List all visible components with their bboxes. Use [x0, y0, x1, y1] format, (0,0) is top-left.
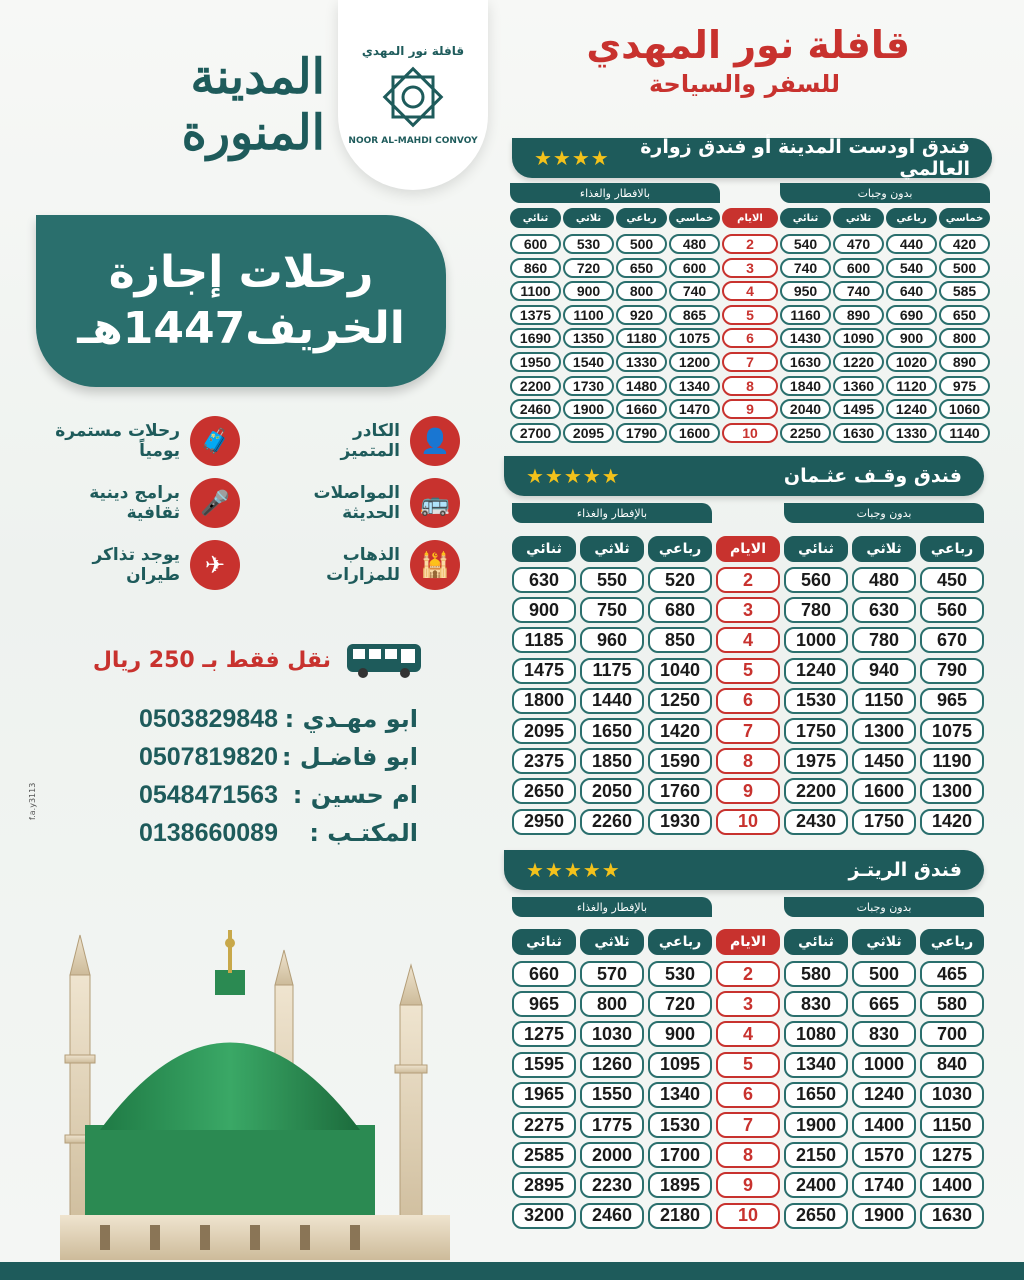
- price-cell: 940: [852, 658, 916, 684]
- price-cell: 585: [939, 281, 990, 301]
- price-cell: 780: [784, 597, 848, 623]
- price-cell: 850: [648, 627, 712, 653]
- day-count-cell: 4: [716, 1021, 780, 1047]
- brand-title: قافلة نور المهدي: [586, 23, 910, 67]
- price-cell: 1180: [616, 328, 667, 348]
- feature-daily-trips: [40, 415, 240, 467]
- price-cell: 1630: [780, 352, 831, 372]
- price-cell: 1120: [886, 376, 937, 396]
- price-cell: 1020: [886, 352, 937, 372]
- price-cell: 1760: [648, 778, 712, 804]
- price-cell: 2650: [784, 1203, 848, 1229]
- price-cell: 840: [920, 1052, 984, 1078]
- price-cell: 2400: [784, 1172, 848, 1198]
- price-cell: 1740: [852, 1172, 916, 1198]
- price-cell: 1430: [780, 328, 831, 348]
- brand-subtitle: للسفر والسياحة: [648, 70, 840, 98]
- price-cell: 1340: [784, 1052, 848, 1078]
- price-cell: 530: [648, 961, 712, 987]
- price-cell: 2895: [512, 1172, 576, 1198]
- price-cell: 2585: [512, 1142, 576, 1168]
- contacts-list: [78, 700, 418, 852]
- feature-flights: [40, 539, 240, 591]
- column-header: ثنائي: [784, 929, 848, 955]
- feature-label: رحلات مستمرة يومياً: [55, 421, 180, 461]
- day-count-cell: 8: [722, 376, 778, 396]
- price-cell: 1600: [852, 778, 916, 804]
- price-cell: 800: [580, 991, 644, 1017]
- price-cell: 790: [920, 658, 984, 684]
- day-count-cell: 6: [716, 688, 780, 714]
- price-cell: 800: [939, 328, 990, 348]
- price-cell: 1965: [512, 1082, 576, 1108]
- column-header: ثلاثي: [852, 929, 916, 955]
- day-count-cell: 2: [716, 567, 780, 593]
- price-cell: 600: [669, 258, 720, 278]
- price-cell: 2095: [512, 718, 576, 744]
- price-cell: 1150: [920, 1112, 984, 1138]
- price-cell: 550: [580, 567, 644, 593]
- price-cell: 890: [939, 352, 990, 372]
- price-cell: 1530: [784, 688, 848, 714]
- price-cell: 2040: [780, 399, 831, 419]
- price-cell: 900: [648, 1021, 712, 1047]
- price-cell: 1100: [510, 281, 561, 301]
- feature-label: يوجد تذاكر طيران: [92, 545, 180, 585]
- price-cell: 660: [512, 961, 576, 987]
- price-cell: 1540: [563, 352, 614, 372]
- price-cell: 965: [920, 688, 984, 714]
- price-cell: 1650: [580, 718, 644, 744]
- price-cell: 1730: [563, 376, 614, 396]
- contact-row: [78, 814, 418, 852]
- column-header: ثنائي: [512, 929, 576, 955]
- days-column-header: الايام: [716, 536, 780, 562]
- contact-row: [78, 700, 418, 738]
- price-cell: 1000: [784, 627, 848, 653]
- price-cell: 690: [886, 305, 937, 325]
- price-cell: 1200: [669, 352, 720, 372]
- price-cell: 1300: [920, 778, 984, 804]
- price-cell: 1075: [669, 328, 720, 348]
- price-cell: 2150: [784, 1142, 848, 1168]
- price-cell: 2430: [784, 809, 848, 835]
- price-cell: 650: [939, 305, 990, 325]
- price-cell: 2650: [512, 778, 576, 804]
- feature-transport: [260, 477, 460, 529]
- price-cell: 600: [510, 234, 561, 254]
- green-dome-illustration: [30, 915, 450, 1260]
- column-header: ثنائي: [512, 536, 576, 562]
- price-cell: 2460: [510, 399, 561, 419]
- day-count-cell: 5: [716, 1052, 780, 1078]
- price-cell: 750: [580, 597, 644, 623]
- price-cell: 630: [852, 597, 916, 623]
- contact-phone[interactable]: 0138660089: [138, 818, 278, 847]
- price-cell: 640: [886, 281, 937, 301]
- price-cell: 920: [616, 305, 667, 325]
- price-cell: 1600: [669, 423, 720, 443]
- day-count-cell: 9: [716, 778, 780, 804]
- price-cell: 1340: [669, 376, 720, 396]
- column-header: ثلاثي: [833, 208, 884, 228]
- column-header: رباعي: [920, 929, 984, 955]
- column-header: ثنائي: [510, 208, 561, 228]
- with-meals-label: بالإفطار والغذاء: [512, 503, 712, 523]
- price-cell: 1850: [580, 748, 644, 774]
- price-cell: 540: [780, 234, 831, 254]
- price-cell: 1360: [833, 376, 884, 396]
- price-cell: 1550: [580, 1082, 644, 1108]
- price-cell: 1750: [784, 718, 848, 744]
- price-cell: 1300: [852, 718, 916, 744]
- contact-name: المكتـب :: [309, 819, 418, 847]
- day-count-cell: 7: [722, 352, 778, 372]
- price-cell: 700: [920, 1021, 984, 1047]
- logo-card: [338, 0, 488, 190]
- price-cell: 2700: [510, 423, 561, 443]
- price-cell: 1275: [920, 1142, 984, 1168]
- price-cell: 1495: [833, 399, 884, 419]
- contact-name: ابو مهـدي :: [284, 705, 418, 733]
- contact-name: ام حسين :: [292, 781, 418, 809]
- price-cell: 540: [886, 258, 937, 278]
- price-cell: 830: [784, 991, 848, 1017]
- day-count-cell: 10: [722, 423, 778, 443]
- price-cell: 1475: [512, 658, 576, 684]
- price-cell: 1350: [563, 328, 614, 348]
- traveler-icon: 🧳: [190, 416, 240, 466]
- price-cell: 2180: [648, 1203, 712, 1229]
- price-cell: 1470: [669, 399, 720, 419]
- features-grid: [40, 415, 460, 595]
- day-count-cell: 7: [716, 718, 780, 744]
- column-header: ثلاثي: [852, 536, 916, 562]
- price-cell: 650: [616, 258, 667, 278]
- price-cell: 1440: [580, 688, 644, 714]
- column-header: ثنائي: [784, 536, 848, 562]
- day-count-cell: 5: [716, 658, 780, 684]
- feature-visits: [260, 539, 460, 591]
- day-count-cell: 8: [716, 748, 780, 774]
- price-cell: 1450: [852, 748, 916, 774]
- price-cell: 1250: [648, 688, 712, 714]
- column-header: رباعي: [920, 536, 984, 562]
- day-count-cell: 5: [722, 305, 778, 325]
- days-column-header: الايام: [716, 929, 780, 955]
- microphone-icon: 🎤: [190, 478, 240, 528]
- price-cell: 1420: [920, 809, 984, 835]
- price-cell: 1090: [833, 328, 884, 348]
- price-cell: 1650: [784, 1082, 848, 1108]
- price-cell: 900: [563, 281, 614, 301]
- price-cell: 720: [563, 258, 614, 278]
- transport-text: نقل فقط بـ 250 ريال: [92, 647, 331, 673]
- hotel-name: فندق وقـف عثـمان: [783, 465, 962, 487]
- column-header: رباعي: [648, 929, 712, 955]
- price-cell: 800: [616, 281, 667, 301]
- hotel-name: فندق اودست المدينة أو فندق زوارة العالمي: [640, 136, 970, 180]
- price-cell: 950: [780, 281, 831, 301]
- price-cell: 480: [669, 234, 720, 254]
- airplane-icon: ✈: [190, 540, 240, 590]
- price-cell: 2460: [580, 1203, 644, 1229]
- price-cell: 1375: [510, 305, 561, 325]
- price-cell: 1895: [648, 1172, 712, 1198]
- price-cell: 1140: [939, 423, 990, 443]
- column-header: ثلاثي: [580, 929, 644, 955]
- price-cell: 1030: [580, 1021, 644, 1047]
- without-meals-label: بدون وجبات: [784, 897, 984, 917]
- price-cell: 1030: [920, 1082, 984, 1108]
- price-cell: 500: [939, 258, 990, 278]
- price-cell: 2230: [580, 1172, 644, 1198]
- price-cell: 1595: [512, 1052, 576, 1078]
- day-count-cell: 3: [716, 597, 780, 623]
- price-cell: 1700: [648, 1142, 712, 1168]
- price-cell: 680: [648, 597, 712, 623]
- price-cell: 530: [563, 234, 614, 254]
- star-rating-icon: ★★★★★: [526, 858, 621, 882]
- price-cell: 560: [920, 597, 984, 623]
- dome-icon: 🕌: [410, 540, 460, 590]
- price-cell: 665: [852, 991, 916, 1017]
- price-cell: 740: [780, 258, 831, 278]
- contact-row: [78, 776, 418, 814]
- price-cell: 2050: [580, 778, 644, 804]
- column-header: رباعي: [886, 208, 937, 228]
- column-header: ثلاثي: [563, 208, 614, 228]
- price-cell: 1240: [852, 1082, 916, 1108]
- feature-label: المواصلات الحديثة: [313, 483, 400, 523]
- price-cell: 560: [784, 567, 848, 593]
- price-cell: 1000: [852, 1052, 916, 1078]
- price-cell: 1530: [648, 1112, 712, 1138]
- with-meals-label: بالإفطار والغذاء: [512, 897, 712, 917]
- price-cell: 580: [920, 991, 984, 1017]
- price-cell: 570: [580, 961, 644, 987]
- day-count-cell: 6: [722, 328, 778, 348]
- price-cell: 1400: [920, 1172, 984, 1198]
- person-icon: 👤: [410, 416, 460, 466]
- star-rating-icon: ★★★★: [534, 146, 610, 170]
- logo-emblem-icon: [378, 62, 448, 132]
- price-cell: 1075: [920, 718, 984, 744]
- price-cell: 2200: [784, 778, 848, 804]
- price-cell: 865: [669, 305, 720, 325]
- price-cell: 1400: [852, 1112, 916, 1138]
- price-cell: 1900: [784, 1112, 848, 1138]
- feature-staff: [260, 415, 460, 467]
- price-cell: 2200: [510, 376, 561, 396]
- price-cell: 480: [852, 567, 916, 593]
- price-cell: 1900: [852, 1203, 916, 1229]
- credit-handle: f.a.y3113: [28, 782, 37, 820]
- price-cell: 1095: [648, 1052, 712, 1078]
- price-cell: 1630: [833, 423, 884, 443]
- price-cell: 420: [939, 234, 990, 254]
- price-cell: 500: [852, 961, 916, 987]
- price-cell: 1160: [780, 305, 831, 325]
- price-cell: 720: [648, 991, 712, 1017]
- day-count-cell: 4: [722, 281, 778, 301]
- price-cell: 2250: [780, 423, 831, 443]
- banner-line-1: رحلات إجازة: [108, 247, 374, 298]
- price-cell: 600: [833, 258, 884, 278]
- star-rating-icon: ★★★★★: [526, 464, 621, 488]
- price-cell: 2950: [512, 809, 576, 835]
- day-count-cell: 6: [716, 1082, 780, 1108]
- price-cell: 2375: [512, 748, 576, 774]
- day-count-cell: 4: [716, 627, 780, 653]
- banner-line-2: الخريف1447هـ: [77, 303, 405, 354]
- price-cell: 1590: [648, 748, 712, 774]
- hotel-header: [512, 138, 992, 178]
- price-cell: 1900: [563, 399, 614, 419]
- price-cell: 890: [833, 305, 884, 325]
- price-cell: 830: [852, 1021, 916, 1047]
- price-cell: 1185: [512, 627, 576, 653]
- price-cell: 1240: [886, 399, 937, 419]
- price-cell: 2275: [512, 1112, 576, 1138]
- price-cell: 1040: [648, 658, 712, 684]
- price-cell: 1220: [833, 352, 884, 372]
- day-count-cell: 9: [722, 399, 778, 419]
- price-cell: 470: [833, 234, 884, 254]
- price-cell: 2000: [580, 1142, 644, 1168]
- price-cell: 1950: [510, 352, 561, 372]
- without-meals-label: بدون وجبات: [780, 183, 990, 203]
- column-header: رباعي: [616, 208, 667, 228]
- price-cell: 1100: [563, 305, 614, 325]
- price-cell: 1150: [852, 688, 916, 714]
- day-count-cell: 2: [716, 961, 780, 987]
- logo-english-text: NOOR AL-MAHDI CONVOY: [348, 136, 478, 146]
- hotel-header: [504, 850, 984, 890]
- price-cell: 1240: [784, 658, 848, 684]
- price-cell: 1080: [784, 1021, 848, 1047]
- day-count-cell: 8: [716, 1142, 780, 1168]
- price-cell: 580: [784, 961, 848, 987]
- day-count-cell: 3: [722, 258, 778, 278]
- hotel-name: فندق الريتـز: [848, 859, 962, 881]
- price-cell: 670: [920, 627, 984, 653]
- transport-offer: [85, 636, 425, 684]
- hotel-header: [504, 456, 984, 496]
- price-cell: 630: [512, 567, 576, 593]
- day-count-cell: 10: [716, 809, 780, 835]
- price-cell: 1660: [616, 399, 667, 419]
- price-cell: 860: [510, 258, 561, 278]
- price-cell: 2260: [580, 809, 644, 835]
- price-cell: 1975: [784, 748, 848, 774]
- bus-icon: 🚌: [410, 478, 460, 528]
- price-cell: 440: [886, 234, 937, 254]
- price-cell: 1190: [920, 748, 984, 774]
- price-cell: 1630: [920, 1203, 984, 1229]
- price-cell: 500: [616, 234, 667, 254]
- price-cell: 1420: [648, 718, 712, 744]
- day-count-cell: 3: [716, 991, 780, 1017]
- price-cell: 1775: [580, 1112, 644, 1138]
- price-cell: 1260: [580, 1052, 644, 1078]
- contact-phone[interactable]: 0548471563: [138, 780, 278, 809]
- feature-programs: [40, 477, 240, 529]
- days-column-header: الايام: [722, 208, 778, 228]
- price-cell: 1275: [512, 1021, 576, 1047]
- column-header: خماسي: [939, 208, 990, 228]
- price-cell: 740: [833, 281, 884, 301]
- bottom-bar: [0, 1262, 1024, 1280]
- contact-phone[interactable]: 0503829848: [138, 704, 278, 733]
- price-cell: 1750: [852, 809, 916, 835]
- price-cell: 1175: [580, 658, 644, 684]
- price-cell: 740: [669, 281, 720, 301]
- without-meals-label: بدون وجبات: [784, 503, 984, 523]
- day-count-cell: 2: [722, 234, 778, 254]
- price-cell: 450: [920, 567, 984, 593]
- price-cell: 1330: [616, 352, 667, 372]
- column-header: ثنائي: [780, 208, 831, 228]
- price-cell: 1330: [886, 423, 937, 443]
- price-cell: 3200: [512, 1203, 576, 1229]
- price-cell: 1840: [780, 376, 831, 396]
- price-cell: 965: [512, 991, 576, 1017]
- price-cell: 1690: [510, 328, 561, 348]
- with-meals-label: بالافطار والغذاء: [510, 183, 720, 203]
- madina-calligraphy: المدينة المنورة: [181, 49, 325, 161]
- price-cell: 780: [852, 627, 916, 653]
- price-cell: 960: [580, 627, 644, 653]
- column-header: ثلاثي: [580, 536, 644, 562]
- price-cell: 1930: [648, 809, 712, 835]
- day-count-cell: 10: [716, 1203, 780, 1229]
- price-cell: 1060: [939, 399, 990, 419]
- trip-banner: [36, 215, 446, 387]
- feature-label: الكادر المتميز: [340, 421, 400, 461]
- price-cell: 900: [886, 328, 937, 348]
- feature-label: الذهاب للمزارات: [326, 545, 400, 585]
- price-cell: 1800: [512, 688, 576, 714]
- column-header: خماسي: [669, 208, 720, 228]
- contact-row: [78, 738, 418, 776]
- price-cell: 520: [648, 567, 712, 593]
- column-header: رباعي: [648, 536, 712, 562]
- price-cell: 900: [512, 597, 576, 623]
- day-count-cell: 7: [716, 1112, 780, 1138]
- bus-icon: [345, 640, 425, 680]
- price-cell: 2095: [563, 423, 614, 443]
- price-cell: 1570: [852, 1142, 916, 1168]
- price-cell: 1790: [616, 423, 667, 443]
- day-count-cell: 9: [716, 1172, 780, 1198]
- feature-label: برامج دينية ثقافية: [89, 483, 180, 523]
- price-cell: 465: [920, 961, 984, 987]
- logo-arabic-text: قافلة نور المهدي: [361, 44, 465, 58]
- contact-name: ابو فاضـل :: [281, 743, 418, 771]
- price-cell: 1480: [616, 376, 667, 396]
- brand-block: [520, 22, 910, 100]
- price-cell: 1340: [648, 1082, 712, 1108]
- contact-phone[interactable]: 0507819820: [138, 742, 278, 771]
- price-cell: 975: [939, 376, 990, 396]
